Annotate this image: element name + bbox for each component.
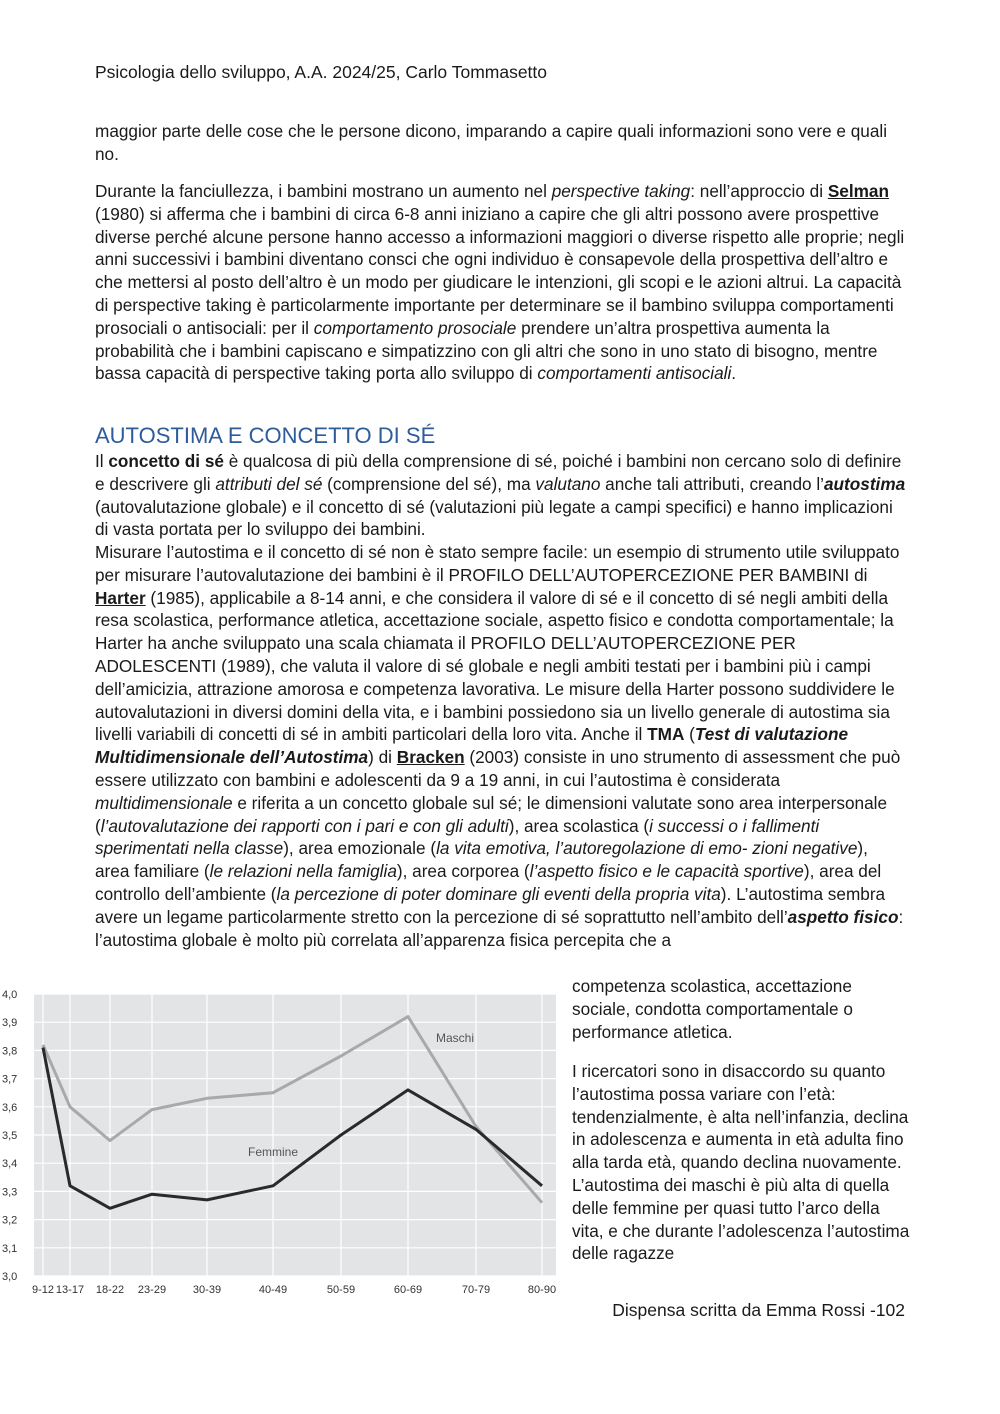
right-column-paragraph: I ricercatori sono in disaccordo su quanto l’autostima possa variare con l’età: tendenzialmente, è alta nell’infanzia, declina in adolescenza e aumenta in età adulta fino alla tarda età, quando declina nuovamente. L’autostima dei maschi è più alta di quella delle femmine per quasi tutto l’arco della vita, e che durante l’adolescenza l’autostima delle ragazze [572,1061,910,1264]
y-tick-label: 3,9 [2,1017,18,1030]
x-tick-label: 9-12 [31,1284,55,1296]
y-tick-label: 3,1 [2,1242,18,1255]
x-tick-label: 13-17 [55,1284,85,1296]
chart-y-ticks [2,989,17,1283]
x-tick-label: 30-39 [192,1284,222,1296]
y-tick-label: 3,0 [2,1271,18,1283]
y-tick-label: 3,6 [2,1101,18,1114]
x-tick-label: 60-69 [393,1284,423,1296]
author-bracken: Bracken [396,747,465,768]
author-harter: Harter [95,587,146,608]
y-tick-label: 3,2 [2,1214,18,1227]
paragraph-intro: maggior parte delle cose che le persone dicono, imparando a capire quali informazioni sono vere e quali no. [95,121,888,164]
x-tick-label: 40-49 [258,1284,288,1296]
series-label-femmine: Femmine [248,1145,299,1159]
author-selman: Selman [827,181,889,201]
y-tick-label: 4,0 [2,989,18,1001]
chart-x-ticks [32,1284,556,1296]
x-tick-label: 80-90 [527,1284,557,1296]
y-tick-label: 3,8 [2,1045,18,1058]
y-tick-label: 3,3 [2,1186,18,1199]
self-esteem-line-chart [0,980,565,1300]
y-tick-label: 3,5 [2,1130,18,1142]
y-tick-label: 3,7 [2,1073,18,1086]
x-tick-label: 18-22 [95,1284,125,1296]
x-tick-label: 70-79 [461,1284,491,1296]
page-footer: Dispensa scritta da Emma Rossi -102 [612,1300,905,1320]
series-label-maschi: Maschi [436,1031,475,1045]
section-heading: AUTOSTIMA E CONCETTO DI SÉ [95,423,436,448]
y-tick-label: 3,4 [2,1158,18,1171]
right-column-continuation: competenza scolastica, accettazione sociale, condotta comportamentale o performance atletica. [572,976,853,1042]
x-tick-label: 50-59 [326,1284,356,1296]
paragraph-perspective-taking: Durante la fanciullezza, i bambini mostrano un aumento nel perspective taking: nell’approccio di Selman (1980) si afferma che i bambini di circa 6-8 anni iniziano a capire che gli altri possono avere prospettive diverse perché alcune persone hanno accesso a informazioni maggiori o diverse rispetto alle proprie; negli anni successivi i bambini diventano consci che ogni individuo è consapevole della prospettiva dell’altro e che mettersi al posto dell’altro è un modo per giudicare le intenzioni, gli scopi e le azioni altrui. La capacità di perspective taking è particolarmente importante per determinare se il bambino sviluppa comportamenti prosociali o antisociali: per il comportamento prosociale prendere un’altra prospettiva aumenta la probabilità che i bambini capiscano e simpatizzino con gli altri che sono in uno stato di bisogno, mentre bassa capacità di perspective taking porta allo sviluppo di comportamenti antisociali. [95,181,905,384]
paragraph-concetto-di-se: Il concetto di sé è qualcosa di più della comprensione di sé, poiché i bambini non cercano solo di definire e descrivere gli attributi del sé (comprensione del sé), ma valutano anche tali attributi, creando l’autostima (autovalutazione globale) e il concetto di sé (valutazioni più legate a campi specifici) e hanno implicazioni di vasta portata per lo sviluppo dei bambini. [95,451,906,540]
x-tick-label: 23-29 [137,1284,167,1296]
paragraph-misurare-autostima: Misurare l’autostima e il concetto di sé non è stato sempre facile: un esempio di strumento utile sviluppato per misurare l’autovalutazione dei bambini è il PROFILO DELL’AUTOPERCEZIONE PER BAMBINI di Harter (1985), applicabile a 8-14 anni, e che considera il valore di sé e il concetto di sé negli ambiti della resa scolastica, performance atletica, accettazione sociale, aspetto fisico e condotta comportamentale; la Harter ha anche sviluppato una scala chiamata il PROFILO DELL’AUTOPERCEZIONE PER ADOLESCENTI (1989), che valuta il valore di sé globale e negli ambiti testati per i bambini più i campi dell’amicizia, attrazione amorosa e competenza lavorativa. Le misure della Harter possono suddividere le autovalutazioni in diversi domini della vita, e i bambini possiedono sia un livello generale di autostima sia livelli variabili di concetti di sé in ambiti particolari della loro vita. Anche il TMA (Test di valutazione Multidimensionale dell’Autostima) di Bracken (2003) consiste in uno strumento di assessment che può essere utilizzato con bambini e adolescenti da 9 a 19 anni, in cui l’autostima è considerata multidimensionale e riferita a un concetto globale sul sé; le dimensioni valutate sono area interpersonale (l’autovalutazione dei rapporti con i pari e con gli adulti), area scolastica (i successi o i fallimenti sperimentati nella classe), area emozionale (la vita emotiva, l’autoregolazione di emo- zioni negative), area familiare (le relazioni nella famiglia), area corporea (l’aspetto fisico e le capacità sportive), area del controllo dell’ambiente (la percezione di poter dominare gli eventi della propria vita). L’autostima sembra avere un legame particolarmente stretto con la percezione di sé soprattutto nell’ambito dell’aspetto fisico: l’autostima globale è molto più correlata all’apparenza fisica percepita che a [95,542,904,950]
page-header: Psicologia dello sviluppo, A.A. 2024/25, Carlo Tommasetto [95,62,548,82]
